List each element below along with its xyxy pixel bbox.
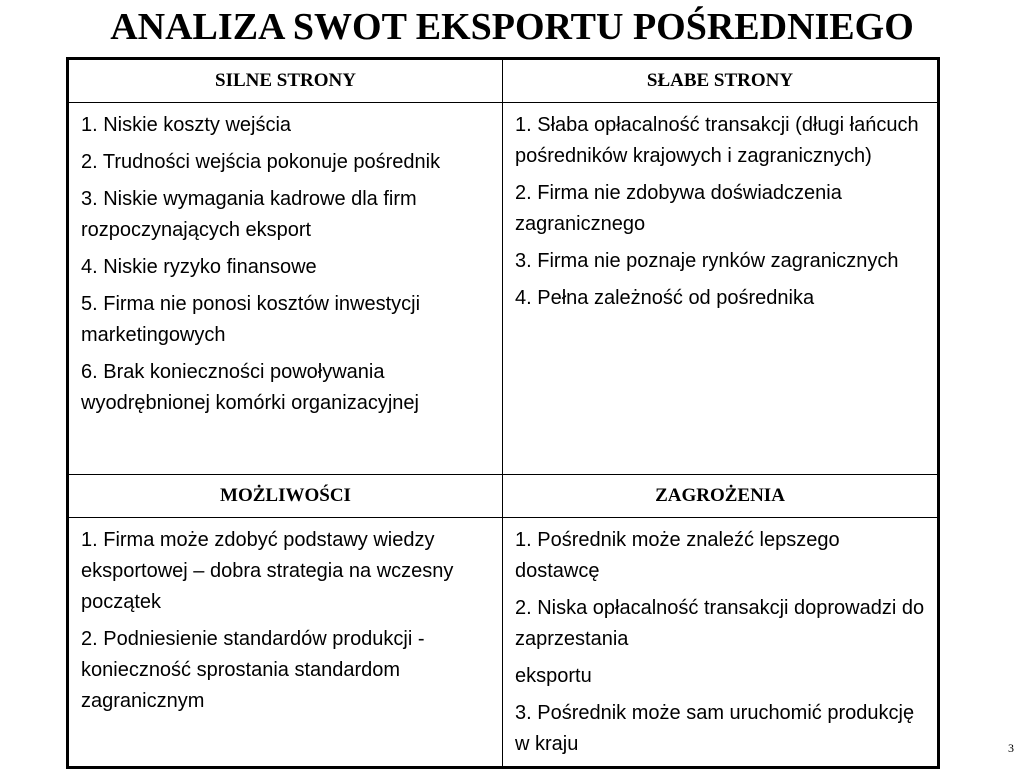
strength-item: 3. Niskie wymagania kadrowe dla firm rozpoczynających eksport xyxy=(81,188,417,241)
opportunities-header: MOŻLIWOŚCI xyxy=(68,475,503,518)
threats-cell xyxy=(503,518,939,768)
strength-item: 2. Trudności wejścia pokonuje pośrednik xyxy=(81,151,441,173)
threats-list xyxy=(503,518,937,766)
strengths-list xyxy=(69,103,502,425)
weakness-item: 3. Firma nie poznaje rynków zagranicznych xyxy=(515,250,899,272)
threat-item: eksportu xyxy=(515,665,592,687)
header-row-bottom xyxy=(68,475,939,518)
opportunity-item: 2. Podniesienie standardów produkcji - konieczność sprostania standardom zagranicznym xyxy=(81,628,425,712)
weakness-item: 2. Firma nie zdobywa doświadczenia zagranicznego xyxy=(515,182,842,235)
strengths-cell xyxy=(68,103,503,475)
opportunity-item: 1. Firma może zdobyć podstawy wiedzy eksportowej – dobra strategia na wczesny początek xyxy=(81,529,454,613)
strengths-header: SILNE STRONY xyxy=(68,59,503,103)
opportunities-cell xyxy=(68,518,503,768)
strength-item: 4. Niskie ryzyko finansowe xyxy=(81,256,317,278)
weaknesses-cell xyxy=(503,103,939,475)
threat-item: 2. Niska opłacalność transakcji doprowadzi do zaprzestania xyxy=(515,597,925,650)
strength-item: 6. Brak konieczności powoływania wyodrębnionej komórki organizacyjnej xyxy=(81,361,419,414)
threats-header: ZAGROŻENIA xyxy=(503,475,939,518)
body-row-bottom xyxy=(68,518,939,768)
weaknesses-header: SŁABE STRONY xyxy=(503,59,939,103)
threat-item: 1. Pośrednik może znaleźć lepszego dostawcę xyxy=(515,529,840,582)
swot-table xyxy=(66,57,940,769)
header-row-top xyxy=(68,59,939,103)
slide-title: ANALIZA SWOT EKSPORTU POŚREDNIEGO xyxy=(110,6,914,48)
threat-item: 3. Pośrednik może sam uruchomić produkcję w kraju xyxy=(515,702,915,755)
body-row-top xyxy=(68,103,939,475)
opportunities-list xyxy=(69,518,502,723)
page-number: 3 xyxy=(1008,741,1014,755)
weakness-item: 4. Pełna zależność od pośrednika xyxy=(515,287,815,309)
strength-item: 1. Niskie koszty wejścia xyxy=(81,114,292,136)
weaknesses-list xyxy=(503,103,937,320)
strength-item: 5. Firma nie ponosi kosztów inwestycji marketingowych xyxy=(81,293,421,346)
weakness-item: 1. Słaba opłacalność transakcji (długi łańcuch pośredników krajowych i zagranicznych) xyxy=(515,114,919,167)
